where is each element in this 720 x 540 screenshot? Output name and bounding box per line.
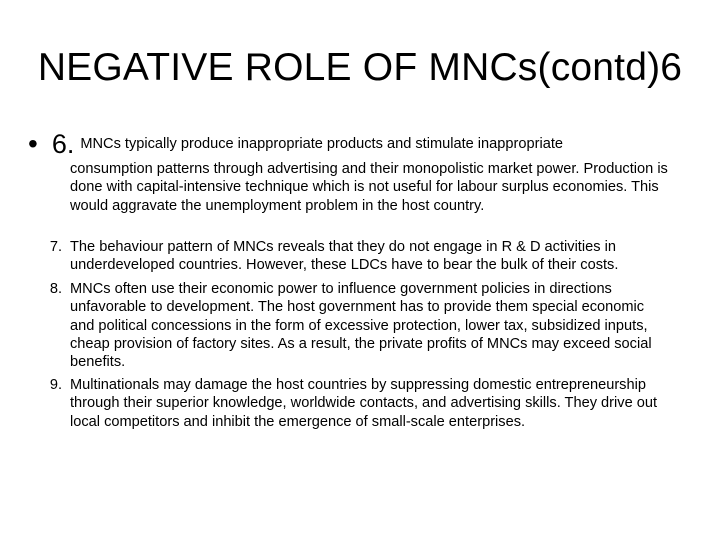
slide-title: NEGATIVE ROLE OF MNCs(contd)6: [37, 46, 683, 89]
bullet-symbol: •: [28, 128, 38, 159]
item-number-6: 6.: [51, 129, 75, 159]
bullet-item-6: [28, 130, 668, 158]
item-number-9: 9.: [49, 377, 62, 393]
item-7-text: The behaviour pattern of MNCs reveals that they do not engage in R & D activities in underdeveloped countries. However, these LDCs have to bear the bulk of their costs.: [70, 239, 619, 274]
item-6-lead-text: MNCs typically produce inappropriate products and stimulate inappropriate: [80, 136, 563, 152]
item-9-text: Multinationals may damage the host countries by suppressing domestic entrepreneurship through their superior knowledge, worldwide contacts, and advertising skills. They drive out local competitors and inhibit the emergence of small-scale enterprises.: [70, 377, 658, 430]
list-item-9: [20, 376, 670, 431]
list-item-8: [20, 280, 670, 371]
item-number-7: 7.: [49, 239, 62, 255]
item-6-continuation: consumption patterns through advertising and their monopolistic market power. Production is done with capital-intensive technique which is not useful for labour surplus economies. This would aggravate the unemployment problem in the host country.: [70, 161, 668, 214]
item-number-8: 8.: [49, 281, 62, 297]
item-8-text: MNCs often use their economic power to influence government policies in directions unfavorable to development. The host government has to provide them special economic and political concessions in the form of excessive protection, lower tax, subsidized inputs, cheap provision of factory sites. As a result, the private profits of MNCs may exceed social benefits.: [70, 281, 652, 371]
list-item-7: [20, 238, 670, 275]
